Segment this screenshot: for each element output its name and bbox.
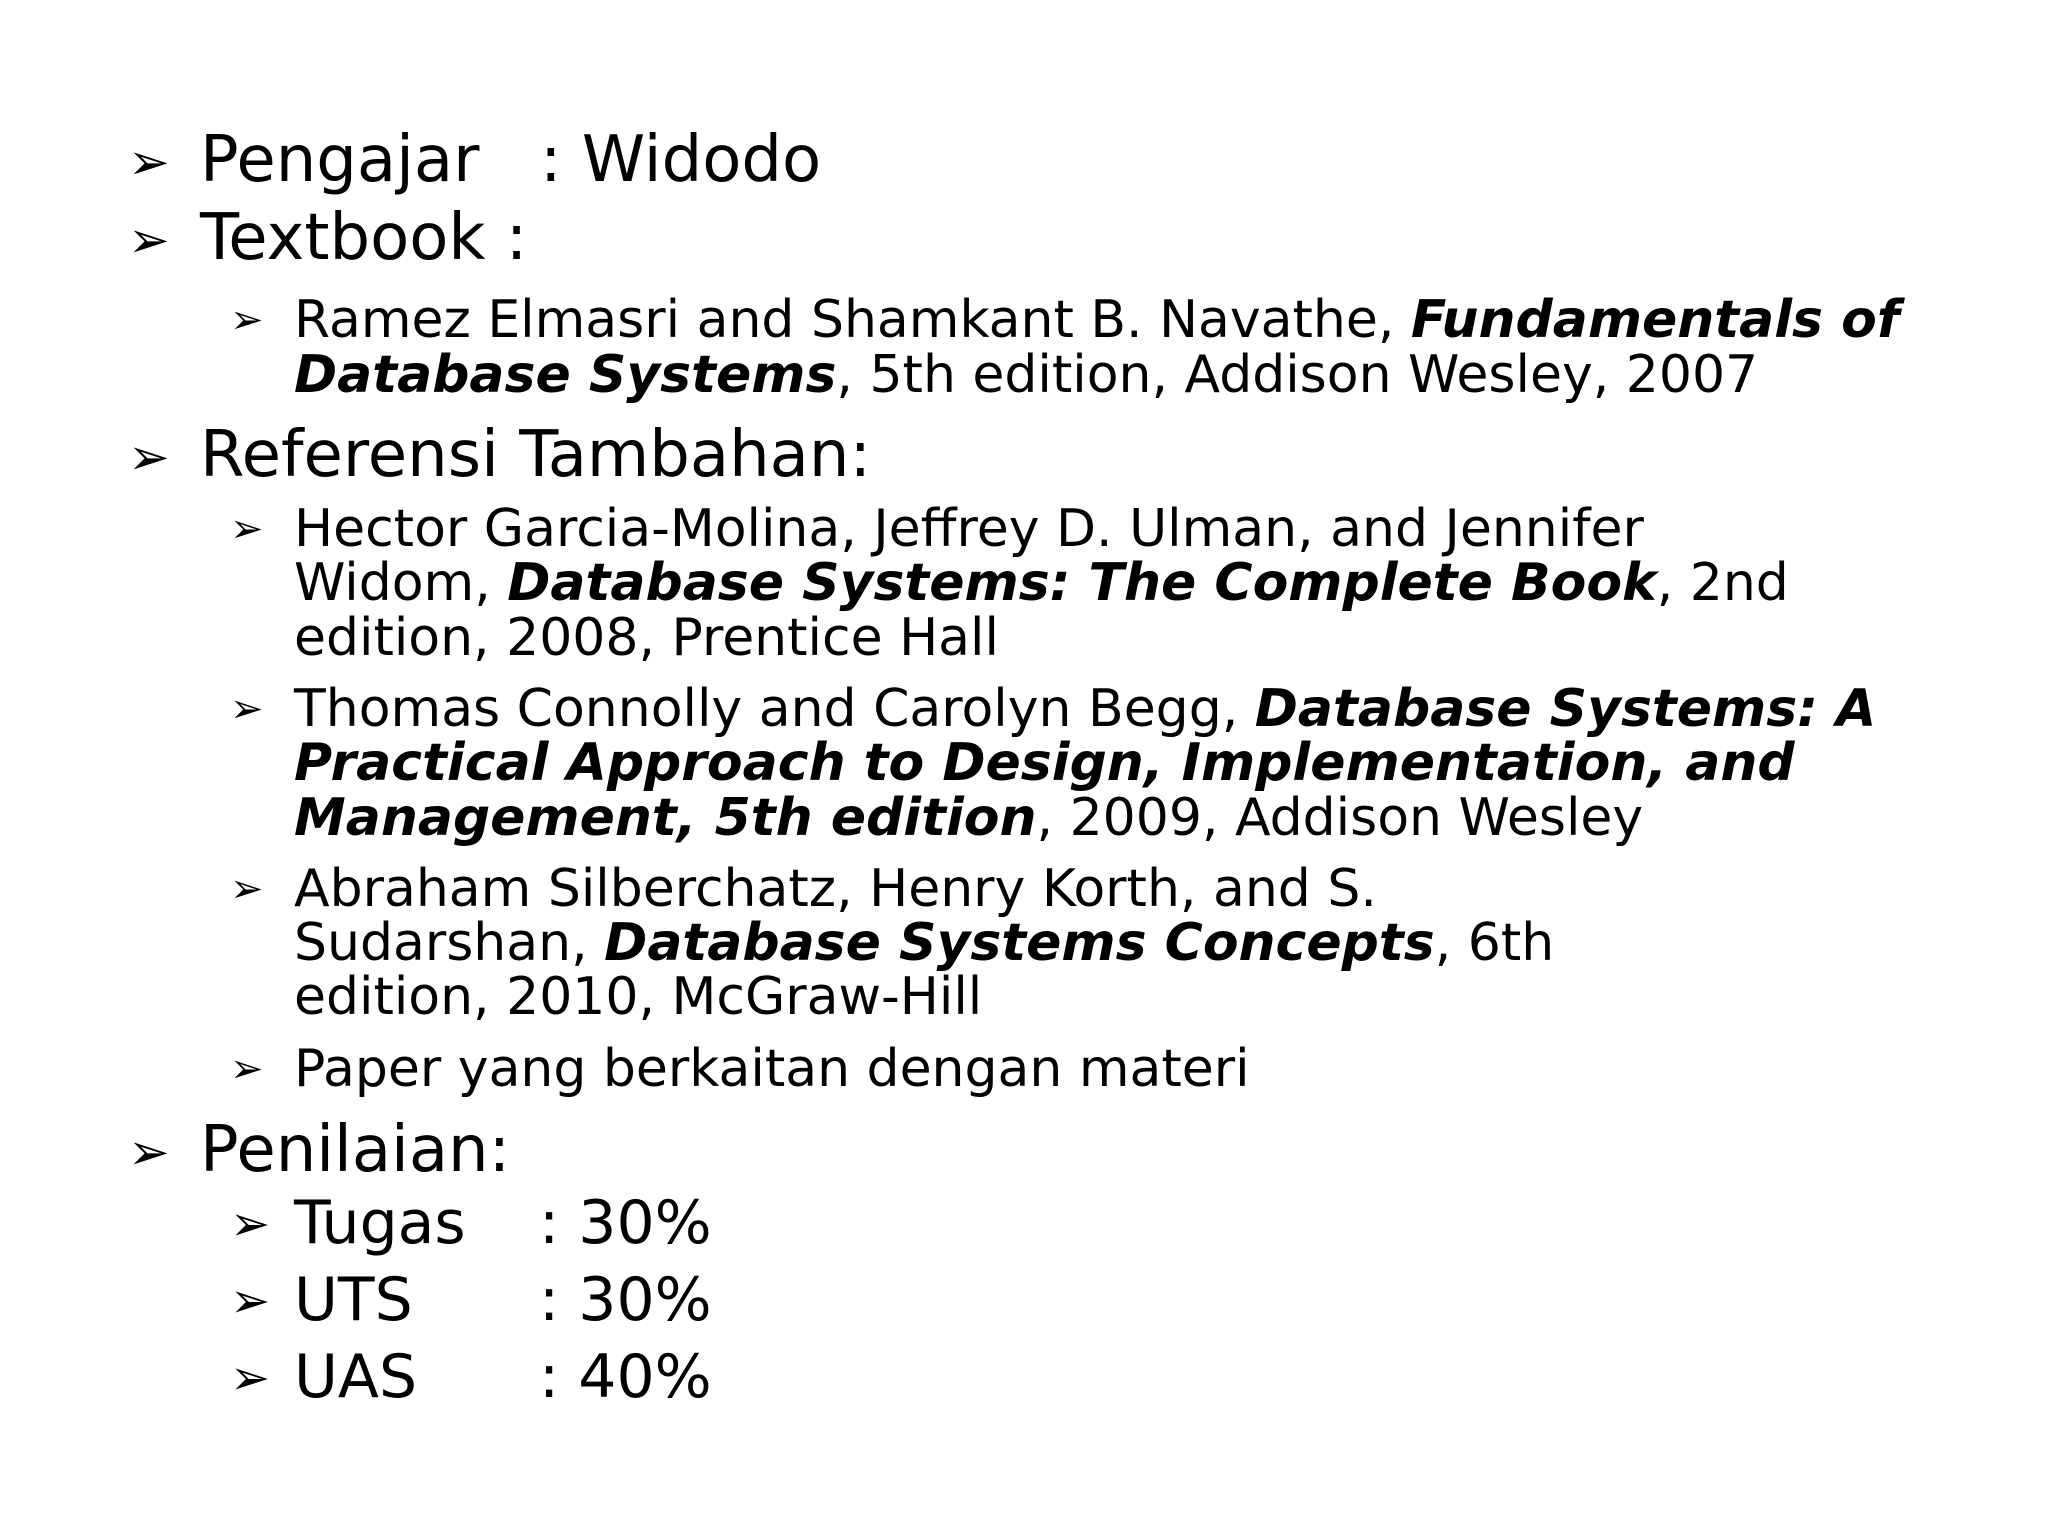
- bullet-arrow-icon: ➢: [230, 1046, 264, 1092]
- bullet-arrow-icon: ➢: [230, 686, 264, 732]
- book-title: Management, 5th edition: [294, 788, 1037, 848]
- textbook-heading: Textbook :: [200, 201, 528, 275]
- bullet-arrow-icon: ➢: [128, 428, 170, 486]
- grade-name: UAS: [294, 1342, 418, 1412]
- bullet-arrow-icon: ➢: [230, 866, 264, 912]
- grade-name: Tugas: [294, 1188, 466, 1258]
- text: Sudarshan,: [294, 913, 605, 973]
- ref-1-line-1: Hector Garcia-Molina, Jeffrey D. Ulman, and Jennifer: [294, 499, 1644, 559]
- text: , 2009, Addison Wesley: [1036, 788, 1644, 848]
- grade-value: : 40%: [539, 1342, 712, 1412]
- penilaian-item-uts: [294, 1265, 712, 1335]
- ref-2-line-3: [294, 788, 1644, 848]
- grade-value: : 30%: [539, 1188, 712, 1258]
- book-title: Database Systems: [294, 345, 837, 405]
- text: , 2nd: [1656, 553, 1789, 613]
- text: Ramez Elmasri and Shamkant B. Navathe,: [294, 290, 1411, 350]
- bullet-arrow-icon: ➢: [230, 506, 264, 552]
- text: , 5th edition, Addison Wesley, 2007: [836, 345, 1759, 405]
- bullet-arrow-icon: ➢: [128, 211, 170, 269]
- bullet-arrow-icon: ➢: [128, 133, 170, 191]
- book-title: Database Systems: The Complete Book: [507, 553, 1657, 613]
- text: Widom,: [294, 553, 508, 613]
- pengajar-label: Pengajar: [200, 123, 480, 197]
- ref-3-line-3: edition, 2010, McGraw-Hill: [294, 967, 983, 1027]
- referensi-heading: Referensi Tambahan:: [200, 418, 871, 492]
- pengajar-line: [200, 123, 822, 197]
- ref-4-line-1: Paper yang berkaitan dengan materi: [294, 1039, 1250, 1099]
- ref-3-line-1: Abraham Silberchatz, Henry Korth, and S.: [294, 859, 1377, 919]
- bullet-arrow-icon: ➢: [230, 1273, 271, 1329]
- bullet-arrow-icon: ➢: [230, 1196, 271, 1252]
- ref-1-line-2: [294, 553, 1789, 613]
- ref-2-line-2: Practical Approach to Design, Implementation, and: [294, 733, 1795, 793]
- ref-2-line-1: [294, 679, 1877, 739]
- ref-1-line-3: edition, 2008, Prentice Hall: [294, 608, 999, 668]
- grade-name: UTS: [294, 1265, 413, 1335]
- penilaian-item-uas: [294, 1342, 712, 1412]
- text: , 6th: [1434, 913, 1555, 973]
- bullet-arrow-icon: ➢: [128, 1123, 170, 1181]
- book-title: Fundamentals of: [1410, 290, 1900, 350]
- textbook-item-line-1: [294, 290, 1900, 350]
- bullet-arrow-icon: ➢: [230, 1350, 271, 1406]
- bullet-arrow-icon: ➢: [230, 297, 264, 343]
- pengajar-value: : Widodo: [540, 123, 822, 197]
- text: Thomas Connolly and Carolyn Begg,: [294, 679, 1255, 739]
- textbook-item-line-2: [294, 345, 1759, 405]
- penilaian-item-tugas: [294, 1188, 712, 1258]
- book-title: Database Systems: A: [1254, 679, 1877, 739]
- book-title: Database Systems Concepts: [604, 913, 1435, 973]
- penilaian-heading: Penilaian:: [200, 1113, 511, 1187]
- grade-value: : 30%: [539, 1265, 712, 1335]
- ref-3-line-2: [294, 913, 1555, 973]
